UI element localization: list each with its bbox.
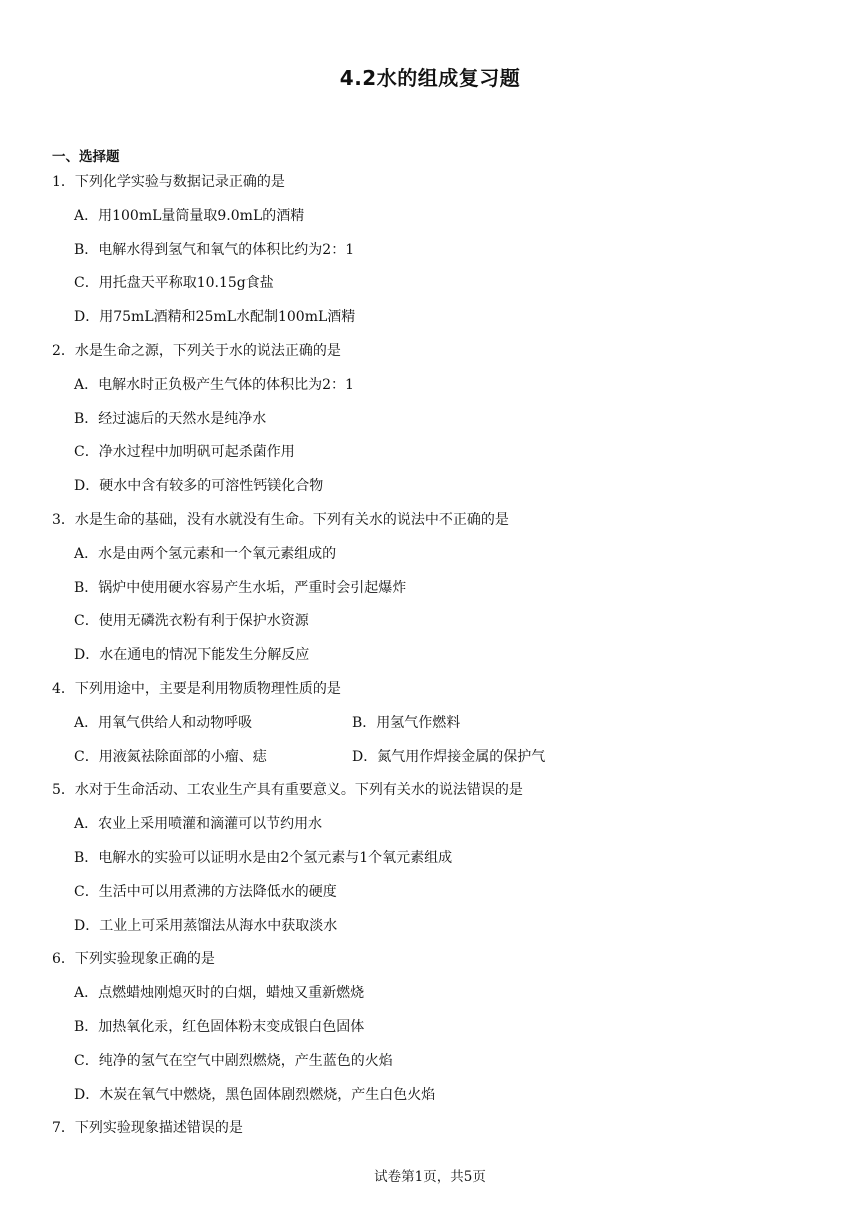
option-b: B．电解水的实验可以证明水是由2个氢元素与1个氧元素组成 [74, 849, 453, 866]
option-b: B．电解水得到氢气和氧气的体积比约为2：1 [74, 241, 355, 258]
question-5 [52, 774, 832, 943]
page-title: 4.2水的组成复习题 [339, 66, 521, 90]
question-list [52, 166, 832, 1146]
option-c: C．纯净的氢气在空气中剧烈燃烧，产生蓝色的火焰 [74, 1052, 393, 1069]
question-stem: 4．下列用途中，主要是利用物质物理性质的是 [52, 680, 341, 697]
option-a: A．用氧气供给人和动物呼吸 [74, 714, 253, 731]
option-c: C．用托盘天平称取10.15g食盐 [74, 275, 274, 292]
question-6 [52, 943, 832, 1112]
option-c: C．使用无磷洗衣粉有利于保护水资源 [74, 613, 309, 630]
option-c: C．净水过程中加明矾可起杀菌作用 [74, 444, 295, 461]
option-b: B．经过滤后的天然水是纯净水 [74, 410, 267, 427]
question-stem: 1．下列化学实验与数据记录正确的是 [52, 174, 285, 190]
option-row [52, 707, 832, 741]
question-stem: 5．水对于生命活动、工农业生产具有重要意义。下列有关水的说法错误的是 [52, 782, 523, 799]
option-row [52, 741, 832, 775]
option-b: B．锅炉中使用硬水容易产生水垢，严重时会引起爆炸 [74, 579, 407, 596]
option-a: A．农业上采用喷灌和滴灌可以节约用水 [74, 816, 323, 833]
option-d: D．木炭在氧气中燃烧，黑色固体剧烈燃烧，产生白色火焰 [74, 1086, 436, 1103]
option-d: D．用75mL酒精和25mL水配制100mL酒精 [74, 309, 356, 326]
option-b: B．加热氧化汞，红色固体粉末变成银白色固体 [74, 1018, 365, 1035]
question-1 [52, 166, 832, 335]
option-a: A．点燃蜡烛刚熄灭时的白烟，蜡烛又重新燃烧 [74, 985, 365, 1002]
option-d: D．水在通电的情况下能发生分解反应 [74, 647, 310, 664]
page-footer: 试卷第1页，共5页 [374, 1169, 486, 1185]
option-a: A．电解水时正负极产生气体的体积比为2：1 [74, 376, 354, 393]
option-c: C．生活中可以用煮沸的方法降低水的硬度 [74, 883, 337, 900]
option-d: D．氮气用作焊接金属的保护气 [352, 748, 546, 765]
question-stem: 7．下列实验现象描述错误的是 [52, 1120, 243, 1137]
option-d: D．工业上可采用蒸馏法从海水中获取淡水 [74, 917, 338, 934]
question-2 [52, 335, 832, 504]
option-a: A．用100mL量筒量取9.0mL的酒精 [74, 207, 305, 224]
question-3 [52, 504, 832, 673]
option-a: A．水是由两个氢元素和一个氧元素组成的 [74, 545, 337, 562]
question-7 [52, 1112, 832, 1146]
question-4 [52, 673, 832, 774]
question-stem: 3．水是生命的基础，没有水就没有生命。下列有关水的说法中不正确的是 [52, 511, 509, 528]
option-d: D．硬水中含有较多的可溶性钙镁化合物 [74, 478, 324, 495]
question-stem: 6．下列实验现象正确的是 [52, 951, 215, 968]
question-stem: 2．水是生命之源，下列关于水的说法正确的是 [52, 342, 341, 359]
option-c: C．用液氮祛除面部的小瘤、痣 [74, 748, 267, 765]
option-b: B．用氢气作燃料 [352, 714, 461, 731]
section-heading: 一、选择题 [52, 149, 120, 165]
